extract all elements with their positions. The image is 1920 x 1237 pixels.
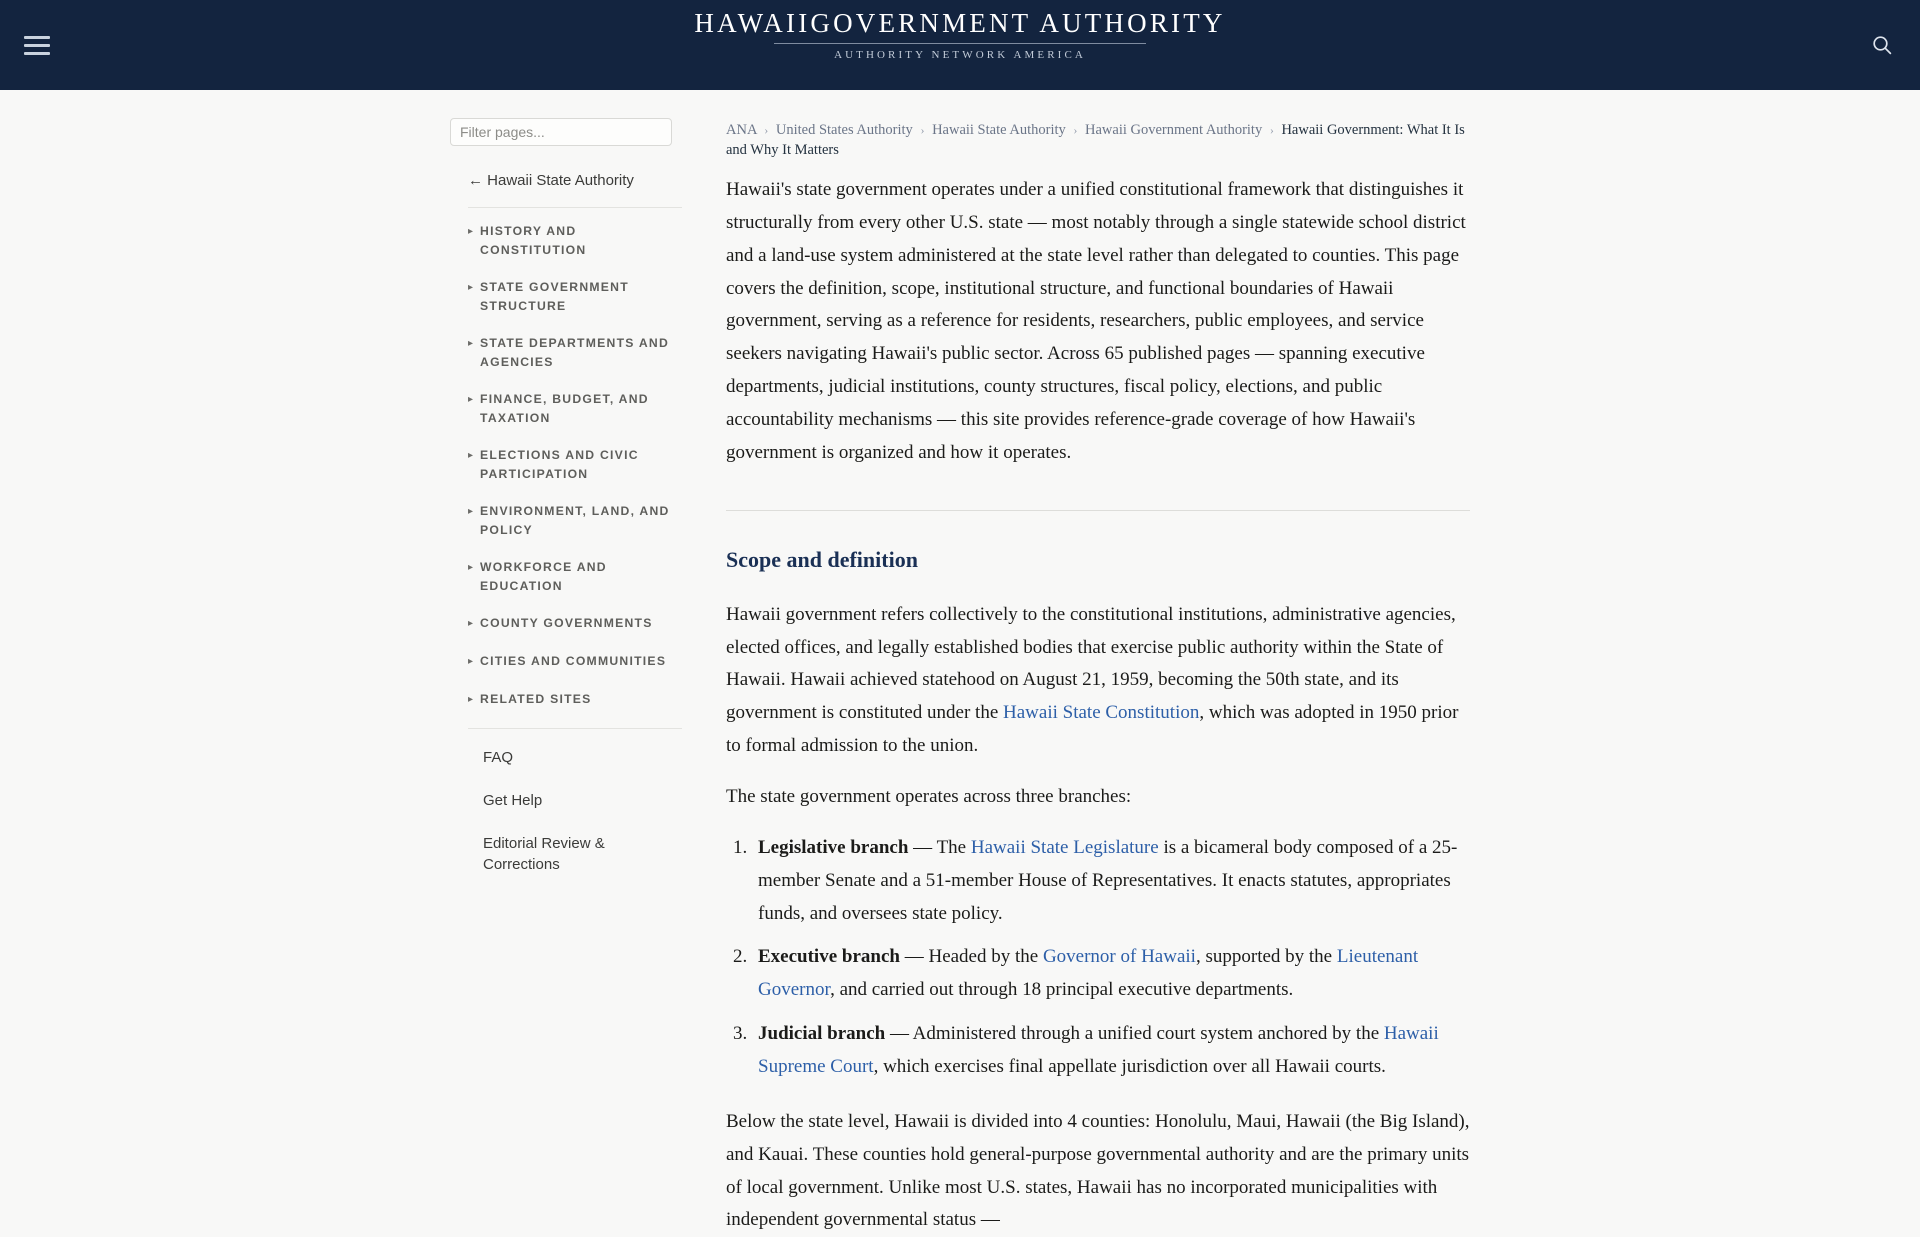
- sidebar-item-finance-budget-and-taxation[interactable]: [450, 390, 682, 428]
- scope-paragraph: [726, 599, 1470, 763]
- sidebar-link-faq[interactable]: FAQ: [483, 749, 514, 766]
- sidebar-item-state-government-structure[interactable]: [450, 278, 682, 316]
- chevron-right-icon: ▸: [468, 562, 474, 573]
- link-hawaii-state-constitution[interactable]: Hawaii State Constitution: [1003, 702, 1200, 724]
- sidebar-item-cities-and-communities[interactable]: [450, 652, 682, 672]
- branch-label-legislative: Legislative branch: [758, 836, 909, 858]
- scope-text-before-link: Hawaii government refers collectively to the constitutional institutions, administrative agencies, elected offices, and legally established bodies that exercise public authority within the State of Hawaii. Hawaii achieved statehood on August 21, 1959, becoming the 50th state, and its government is constituted under the: [726, 603, 1456, 724]
- sidebar-item-workforce-and-education[interactable]: [450, 558, 682, 596]
- sidebar-nav: [450, 208, 682, 710]
- branch-label-judicial: Judicial branch: [758, 1023, 886, 1045]
- scope-text-after-link: , which was adopted in 1950 prior to formal admission to the union.: [726, 702, 1459, 757]
- site-subtitle: AUTHORITY NETWORK AMERICA: [834, 49, 1086, 61]
- site-header: [0, 0, 1920, 90]
- chevron-right-icon: ▸: [468, 338, 474, 349]
- hamburger-menu-icon[interactable]: [14, 22, 60, 68]
- sidebar-item-county-governments[interactable]: [450, 614, 682, 634]
- branch-text-after-link: , which exercises final appellate jurisdiction over all Hawaii courts.: [873, 1056, 1386, 1078]
- sidebar-item-label: ELECTIONS AND CIVIC PARTICIPATION: [480, 448, 639, 481]
- page-title: Scope and definition: [726, 546, 918, 572]
- sidebar-item-label: HISTORY AND CONSTITUTION: [480, 224, 587, 257]
- back-to-parent-link[interactable]: ← Hawaii State Authority: [468, 172, 634, 189]
- branch-text-before-link: — Administered through a unified court system anchored by the: [885, 1023, 1384, 1045]
- link-governor-of-hawaii[interactable]: Governor of Hawaii: [1042, 946, 1196, 968]
- branch-text-after-link: is a bicameral body composed of a 25-member Senate and a 51-member House of Representatives. It enacts statutes, appropriates funds, and oversees state policy.: [758, 836, 1458, 924]
- branch-text-before-link: — The: [908, 836, 971, 858]
- sidebar-item-label: STATE GOVERNMENT STRUCTURE: [480, 280, 629, 313]
- link-lieutenant-governor[interactable]: Lieutenant Governor: [758, 946, 1419, 1001]
- chevron-right-icon: ▸: [468, 450, 474, 461]
- sidebar-item-label: CITIES AND COMMUNITIES: [480, 654, 667, 668]
- intro-paragraph: Hawaii's state government operates under a unified constitutional framework that distinguishes it structurally from every other U.S. state — most notably through a single statewide school district and a land-use system administered at the state level rather than delegated to counties. This page covers the definition, scope, institutional structure, and functional boundaries of Hawaii government, serving as a reference for residents, researchers, public employees, and service seekers navigating Hawaii's public sector. Across 65 published pages — spanning executive departments, judicial institutions, county structures, fiscal policy, elections, and public accountability mechanisms — this site provides reference-grade coverage of how Hawaii's government is organized and how it operates.: [726, 179, 1466, 463]
- sidebar-item-history-and-constitution[interactable]: [450, 222, 682, 260]
- chevron-right-icon: ▸: [468, 394, 474, 405]
- branches-intro-paragraph: The state government operates across three branches:: [726, 786, 1132, 808]
- branch-label-executive: Executive branch: [758, 946, 900, 968]
- brand-divider: [774, 43, 1146, 44]
- branch-text-mid: , supported by the: [1195, 946, 1337, 968]
- breadcrumb-separator: ›: [920, 123, 925, 137]
- hamburger-bar: [24, 36, 50, 39]
- sidebar-item-environment-land-and-policy[interactable]: [450, 502, 682, 540]
- counties-paragraph: Below the state level, Hawaii is divided into 4 counties: Honolulu, Maui, Hawaii (the Big Island), and Kauai. These counties hold general-purpose governmental authority and are the primary units of local government. Unlike most U.S. states, Hawaii has no incorporated municipalities with independent governmental status —: [726, 1110, 1470, 1231]
- chevron-right-icon: ▸: [468, 506, 474, 517]
- chevron-right-icon: ▸: [468, 694, 474, 705]
- sidebar-item-label: RELATED SITES: [480, 692, 592, 706]
- breadcrumb-separator: ›: [764, 123, 769, 137]
- breadcrumb-item-hawaii-government-authority[interactable]: Hawaii Government Authority: [1085, 122, 1263, 138]
- sidebar-item-label: STATE DEPARTMENTS AND AGENCIES: [480, 336, 670, 369]
- main-content: [726, 90, 1470, 1231]
- sidebar-link-get-help[interactable]: Get Help: [483, 792, 543, 809]
- chevron-right-icon: ▸: [468, 226, 474, 237]
- sidebar-item-label: WORKFORCE AND EDUCATION: [480, 560, 607, 593]
- sidebar-item-label: ENVIRONMENT, LAND, AND POLICY: [480, 504, 670, 537]
- breadcrumb-separator: ›: [1073, 123, 1078, 137]
- link-hawaii-state-legislature[interactable]: Hawaii State Legislature: [970, 836, 1159, 858]
- breadcrumb-item-united-states-authority[interactable]: United States Authority: [775, 122, 913, 138]
- site-brand: [0, 8, 1920, 61]
- sidebar-item-state-departments-and-agencies[interactable]: [450, 334, 682, 372]
- breadcrumb-item-ana[interactable]: ANA: [726, 122, 757, 138]
- chevron-right-icon: ▸: [468, 618, 474, 629]
- branch-text-after-link: , and carried out through 18 principal executive departments.: [830, 979, 1294, 1001]
- chevron-right-icon: ▸: [468, 656, 474, 667]
- list-item: [752, 941, 1470, 1007]
- search-icon[interactable]: [1862, 25, 1902, 65]
- link-hawaii-supreme-court[interactable]: Hawaii Supreme Court: [758, 1023, 1439, 1078]
- sidebar-link-editorial-review[interactable]: Editorial Review & Corrections: [483, 835, 605, 873]
- sidebar: [450, 90, 682, 1080]
- breadcrumb: [726, 120, 1470, 160]
- sidebar-item-label: FINANCE, BUDGET, AND TAXATION: [480, 392, 649, 425]
- filter-pages-input[interactable]: [450, 118, 672, 146]
- site-title: HAWAIIGOVERNMENT AUTHORITY: [694, 8, 1226, 38]
- sidebar-item-related-sites[interactable]: [450, 690, 682, 710]
- breadcrumb-separator: ›: [1269, 123, 1274, 137]
- breadcrumb-item-hawaii-state-authority[interactable]: Hawaii State Authority: [932, 122, 1066, 138]
- breadcrumb-current-page: Hawaii Government: What It Is and Why It Matters: [726, 122, 1465, 158]
- sidebar-utility-links: [450, 729, 682, 875]
- branch-text-before-link: — Headed by the: [899, 946, 1043, 968]
- branches-list: [726, 832, 1470, 1084]
- content-divider: [726, 510, 1470, 511]
- list-item: [752, 1018, 1470, 1084]
- chevron-right-icon: ▸: [468, 282, 474, 293]
- list-item: [752, 832, 1470, 931]
- sidebar-item-label: COUNTY GOVERNMENTS: [480, 616, 653, 630]
- page-body: [0, 90, 1920, 1231]
- hamburger-bar: [24, 44, 50, 47]
- hamburger-bar: [24, 52, 50, 55]
- sidebar-item-elections-and-civic-participation[interactable]: [450, 446, 682, 484]
